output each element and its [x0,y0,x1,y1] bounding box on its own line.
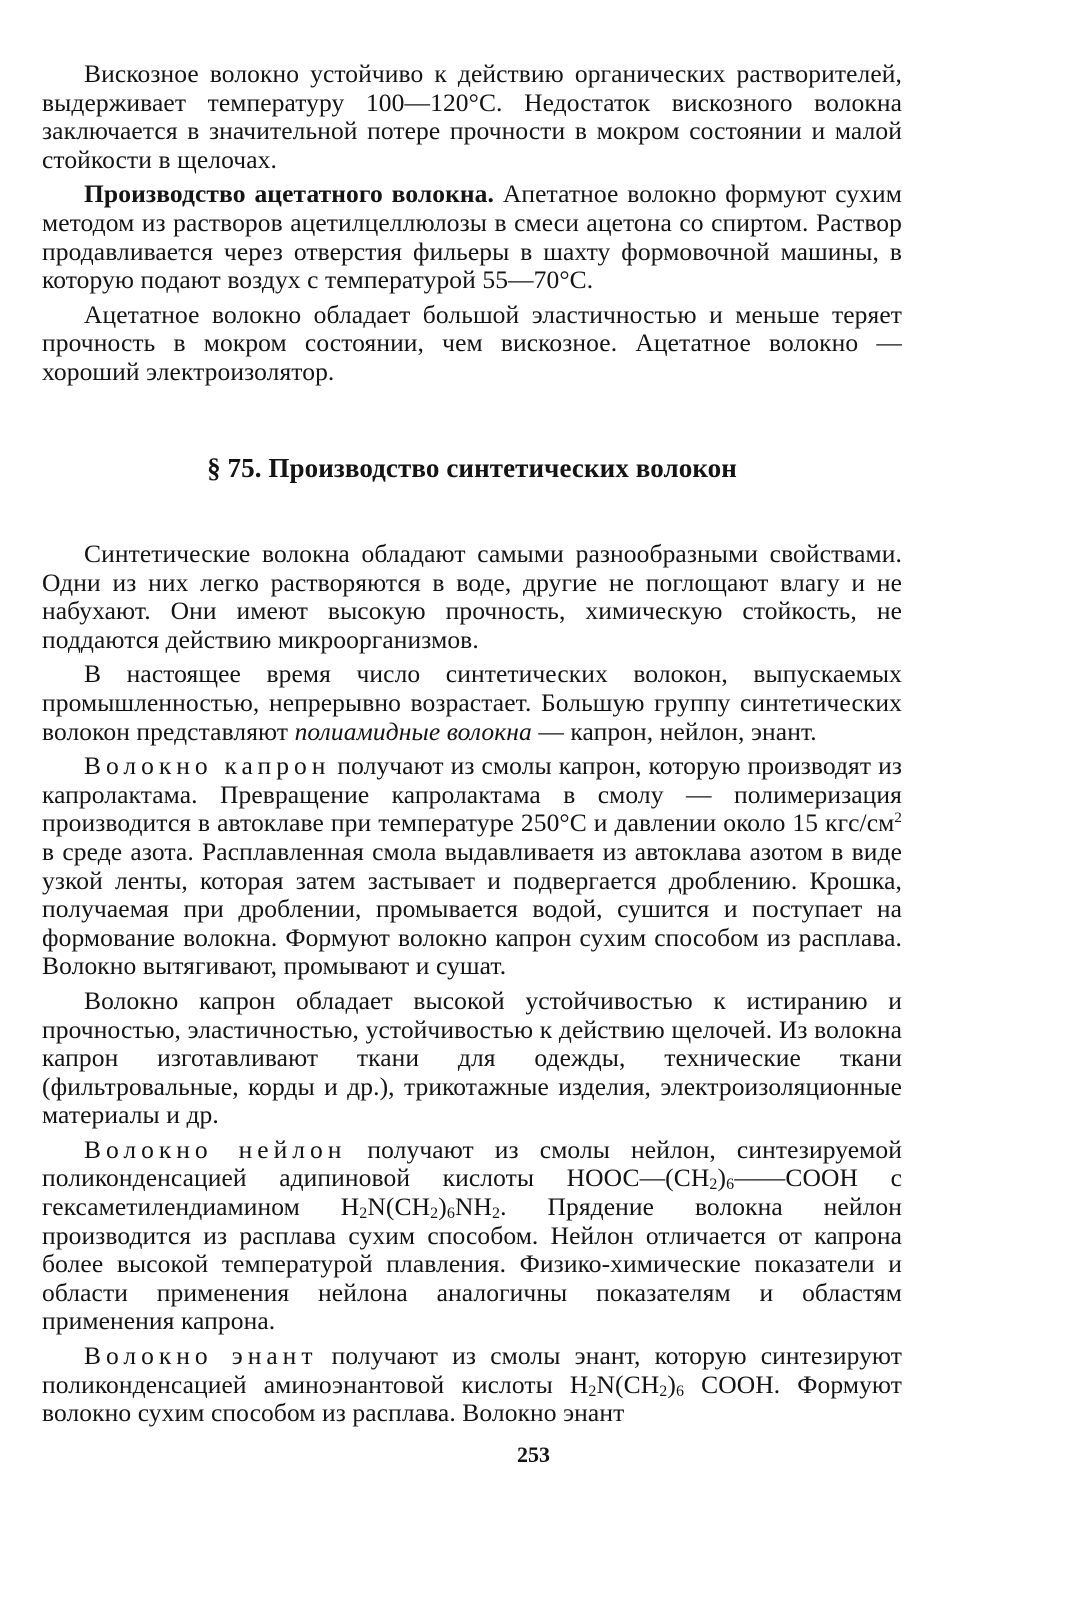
paragraph-acetate-properties: Ацетатное волокно обладает большой эластичностью и меньше теряет прочность в мокром состоянии, чем вискозное. Ацетатное волокно — хороший электроизолятор. [42,299,902,386]
subscript: 6 [726,1176,735,1194]
page-number: 253 [517,1442,550,1467]
page-body [42,59,903,1428]
subscript: 2 [709,1176,718,1194]
paragraph-text: . Прядение волокна нейлон производится из расплава сухим способом. Нейлон отличается от капрона более высокой температурой плавления. Физико-химические показатели и области применения нейлона аналогичны показателям и областям применения капрона. [42,1192,903,1336]
subscript: 2 [359,1205,368,1223]
paragraph-text: получают из смолы энант, которую синтезируют поликонденсацией аминоэнантовой кислоты H [42,1341,902,1399]
paragraph-nylon [42,1136,902,1336]
paragraph-text: в среде азота. Расплавленная смола выдавливаетя из автоклава азотом в виде узкой ленты, которая затем застывает и подвергается дроблению. Крошка, получаемая при дроблении, промывается водой, сушится и поступает на формование волокна. Формуют волокно капрон сухим способом из расплава. Волокно вытягивают, промывают и сушат. [42,836,902,981]
paragraph-kapron [42,752,902,981]
paragraph-viscose: Вискозное волокно устойчиво к действию органических растворителей, выдерживает температуру 100—120°С. Недостаток вискозного волокна заключается в значительной потере прочности в мокром состоянии и малой стойкости в щелочах. [42,59,902,174]
paragraph-text: COOH. Формуют волокно сухим способом из расплава. Волокно энант [42,1369,902,1428]
italic-term: полиамидные волокна [294,716,532,746]
subscript: 2 [491,1205,501,1223]
paragraph-text: ——СООН с гексаметилендиамином H [42,1163,903,1222]
subscript: 2 [659,1382,668,1400]
paragraph-text: В настоящее время число синтетических волокон, выпускаемых промышленностью, непрерывно возрастает. Большую группу синтетических волокон представляют [42,659,902,746]
paragraph-text: ) [667,1369,676,1399]
superscript: 2 [894,810,902,827]
spaced-term: Волокно энант [84,1341,318,1371]
paragraph-text: N(CH [367,1192,431,1222]
paragraph-text: получают из смолы нейлон, синтезируемой поликонденсацией адипиновой кислоты НООС—(СН [42,1134,902,1193]
subscript: 2 [588,1382,597,1400]
subscript: 6 [446,1205,455,1223]
paragraph-text: ) [438,1192,447,1222]
paragraph-acetate-production [42,180,902,294]
spaced-term: Волокно нейлон [84,1134,347,1164]
section-synthetic [42,540,902,1428]
run-in-heading: Производство ацетатного волокна. [84,179,494,209]
spaced-term: Волокно капрон [84,751,331,781]
paragraph-text: Апетатное волокно формуют сухим методом из растворов ацетилцеллюлозы в смеси ацетона со спиртом. Раствор продавливается через отверстия фильеры в шахту формовочной машины, в которую подают воздух с температурой 55—70°С. [42,179,902,295]
paragraph-text: NH [454,1192,492,1222]
paragraph-text: получают из смолы капрон, которую производят из капролактама. Превращение капролактама в смолу — полимеризация производится в автоклаве при температуре 250°С и давлении около 15 кгс/см [42,751,902,838]
paragraph-text: — капрон, нейлон, энант. [531,716,817,746]
paragraph-text: ) [717,1163,727,1193]
paragraph-text: N(CH [596,1369,660,1399]
subscript: 2 [430,1205,439,1223]
section-heading: § 75. Производство синтетических волокон [207,453,737,483]
paragraph-synthetic-intro: Синтетические волокна обладают самыми разнообразными свойствами. Одни из них легко растворяются в воде, другие не поглощают влагу и не набухают. Они имеют высокую прочность, химическую стойкость, не поддаются действию микроорганизмов. [42,539,902,654]
paragraph-enant [42,1342,902,1428]
paragraph-polyamide [42,660,902,746]
subscript: 6 [675,1382,685,1400]
paragraph-kapron-properties: Волокно капрон обладает высокой устойчивостью к истиранию и прочностью, эластичностью, устойчивостью к действию щелочей. Из волокна капрон изготавливают ткани для одежды, технические ткани (фильтровальные, корды и др.), трикотажные изделия, электроизоляционные материалы и др. [42,985,902,1130]
